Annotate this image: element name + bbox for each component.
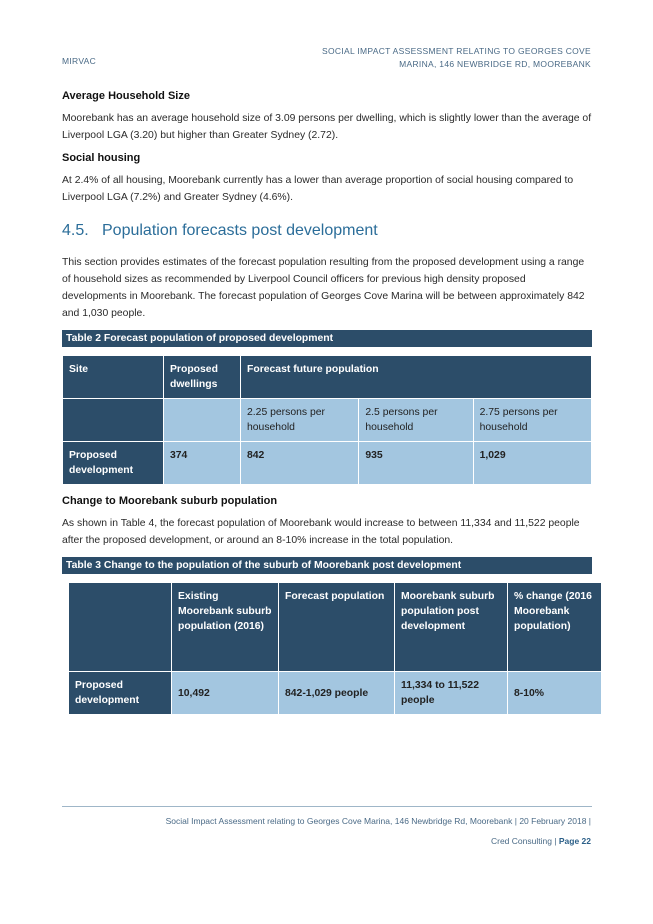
footer-page-info [491, 836, 591, 846]
table2 [62, 355, 592, 485]
table2-subheader-275: 2.75 persons per household [473, 399, 591, 442]
table2-value-275: 1,029 [473, 442, 591, 485]
table2-subheader-25: 2.5 persons per household [359, 399, 473, 442]
table2-header-forecast: Forecast future population [241, 356, 592, 399]
footer-page-number: Page 22 [558, 836, 591, 846]
table3-change-value: 8-10% [508, 672, 602, 715]
table2-empty-cell [164, 399, 241, 442]
table2-header-site: Site [63, 356, 164, 399]
table3-caption: Table 3 Change to the population of the suburb of Moorebank post development [62, 557, 592, 574]
table2-empty-cell [63, 399, 164, 442]
table3-header-change: % change (2016 Moorebank population) [508, 583, 602, 672]
table3-header-forecast: Forecast population [279, 583, 395, 672]
table2-dwellings-value: 374 [164, 442, 241, 485]
change-heading: Change to Moorebank suburb population [62, 495, 278, 507]
footer-document-title: Social Impact Assessment relating to Georges Cove Marina, 146 Newbridge Rd, Moorebank | 20 February 2018 | [165, 816, 591, 826]
header-title-line2: MARINA, 146 NEWBRIDGE RD, MOOREBANK [399, 58, 591, 69]
table3-forecast-value: 842-1,029 people [279, 672, 395, 715]
table3-header-post: Moorebank suburb population post development [395, 583, 508, 672]
social-housing-paragraph: At 2.4% of all housing, Moorebank currently has a lower than average proportion of social housing compared to Liverpool LGA (7.2%) and Greater Sydney (4.6%). [62, 175, 574, 203]
header-org: MIRVAC [62, 56, 97, 66]
table3-empty-cell [69, 583, 172, 672]
social-housing-heading: Social housing [62, 152, 141, 164]
table2-header-dwellings: Proposed dwellings [164, 356, 241, 399]
header-title [322, 45, 591, 70]
section-heading [62, 222, 592, 240]
change-paragraph: As shown in Table 4, the forecast population of Moorebank would increase to between 11,334 and 11,522 people after the proposed development, or around an 8-10% increase in the total population. [62, 518, 580, 546]
household-paragraph: Moorebank has an average household size of 3.09 persons per dwelling, which is slightly lower than the average of Liverpool LGA (3.20) but higher than Greater Sydney (2.72). [62, 113, 592, 141]
table2-subheader-225: 2.25 persons per household [241, 399, 359, 442]
table3-existing-value: 10,492 [172, 672, 279, 715]
table2-value-25: 935 [359, 442, 473, 485]
footer-org: Cred Consulting | [490, 836, 559, 846]
section-paragraph: This section provides estimates of the forecast population resulting from the proposed development using a range of household sizes as recommended by Liverpool Council officers for previous high density proposed developments in Moorebank. The forecast population of Georges Cove Marina will be between approximately 842 and 1,030 people. [62, 257, 585, 319]
section-title: Population forecasts post development [102, 222, 378, 239]
table3-post-value: 11,334 to 11,522 people [395, 672, 508, 715]
footer-divider [62, 806, 592, 807]
table2-row-label: Proposed development [63, 442, 164, 485]
table2-caption: Table 2 Forecast population of proposed development [62, 330, 592, 347]
table3-header-existing: Existing Moorebank suburb population (2016) [172, 583, 279, 672]
section-number: 4.5. [62, 222, 89, 239]
header-title-line1: SOCIAL IMPACT ASSESSMENT RELATING TO GEORGES COVE [322, 46, 591, 56]
table3 [68, 582, 602, 715]
table2-value-225: 842 [241, 442, 359, 485]
page-content [62, 90, 592, 715]
household-heading: Average Household Size [62, 90, 190, 102]
table3-row-label: Proposed development [69, 672, 172, 715]
